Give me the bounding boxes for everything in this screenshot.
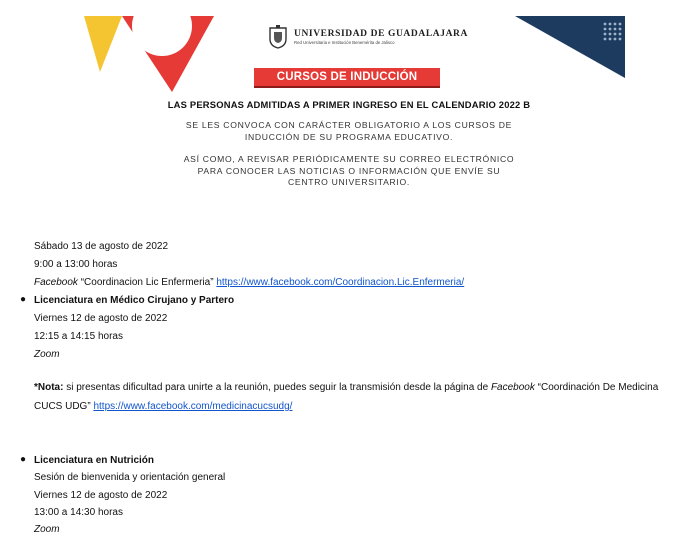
medico-title: Licenciatura en Médico Cirujano y Partero [34,295,235,306]
nutricion-time: 13:00 a 14:30 horas [34,507,123,518]
enfermeria-platform [34,277,464,288]
convocation-paragraph [0,120,698,143]
medico-platform: Zoom [34,349,60,360]
headline: LAS PERSONAS ADMITIDAS A PRIMER INGRESO EN EL CALENDARIO 2022 B [167,99,531,110]
nutricion-session: Sesión de bienvenida y orientación general [34,472,226,483]
nutricion-date: Viernes 12 de agosto de 2022 [34,490,168,501]
university-name: UNIVERSIDAD DE GUADALAJARA [294,29,468,39]
bullet-icon: ● [20,454,27,465]
platform-name: Facebook [490,382,535,393]
university-subtitle: Red Universitaria e Institución Benemérita de Jalisco [294,40,395,45]
decorative-shapes-right [515,16,625,78]
nota-label: *Nota: [34,382,64,393]
enfermeria-facebook-link[interactable]: https://www.facebook.com/Coordinacion.Lic.Enfermeria/ [216,277,465,288]
paragraph-line: PARA CONOCER LAS NOTICIAS O INFORMACIÓN QUE ENVÍE SU [197,165,501,176]
bullet-icon: ● [20,294,27,305]
paragraph-line: CENTRO UNIVERSITARIO. [288,177,410,187]
medico-date: Viernes 12 de agosto de 2022 [34,313,168,324]
nota-line-2 [34,401,292,412]
nota-text: si presentas dificultad para unirte a la reunión, puedes seguir la transmisión desde la página de [63,382,491,393]
email-paragraph [0,154,698,189]
decorative-shapes-left [84,16,214,92]
medicina-facebook-link[interactable]: https://www.facebook.com/medicinacucsudg/ [93,401,293,412]
enfermeria-date: Sábado 13 de agosto de 2022 [34,241,169,252]
nota-line-1 [34,382,658,393]
page-name: “Coordinacion Lic Enfermeria” [77,277,217,288]
nutricion-title: Licenciatura en Nutrición [34,455,155,466]
medico-time: 12:15 a 14:15 horas [34,331,123,342]
university-logo [268,25,468,49]
page-name: “Coordinación De Medicina [534,382,659,393]
page-name: CUCS UDG” [34,401,94,412]
paragraph-line: INDUCCIÓN DE SU PROGRAMA EDUCATIVO. [244,131,454,142]
enfermeria-time: 9:00 a 13:00 horas [34,259,118,270]
title-badge: CURSOS DE INDUCCIÓN [254,68,440,88]
paragraph-line: SE LES CONVOCA CON CARÁCTER OBLIGATORIO A LOS CURSOS DE [185,120,513,130]
paragraph-line: ASÍ COMO, A REVISAR PERIÓDICAMENTE SU CORREO ELECTRÓNICO [183,154,515,164]
platform-name: Facebook [34,277,78,288]
banner [0,0,698,200]
university-seal-icon [268,25,288,49]
nutricion-platform: Zoom [34,524,60,535]
